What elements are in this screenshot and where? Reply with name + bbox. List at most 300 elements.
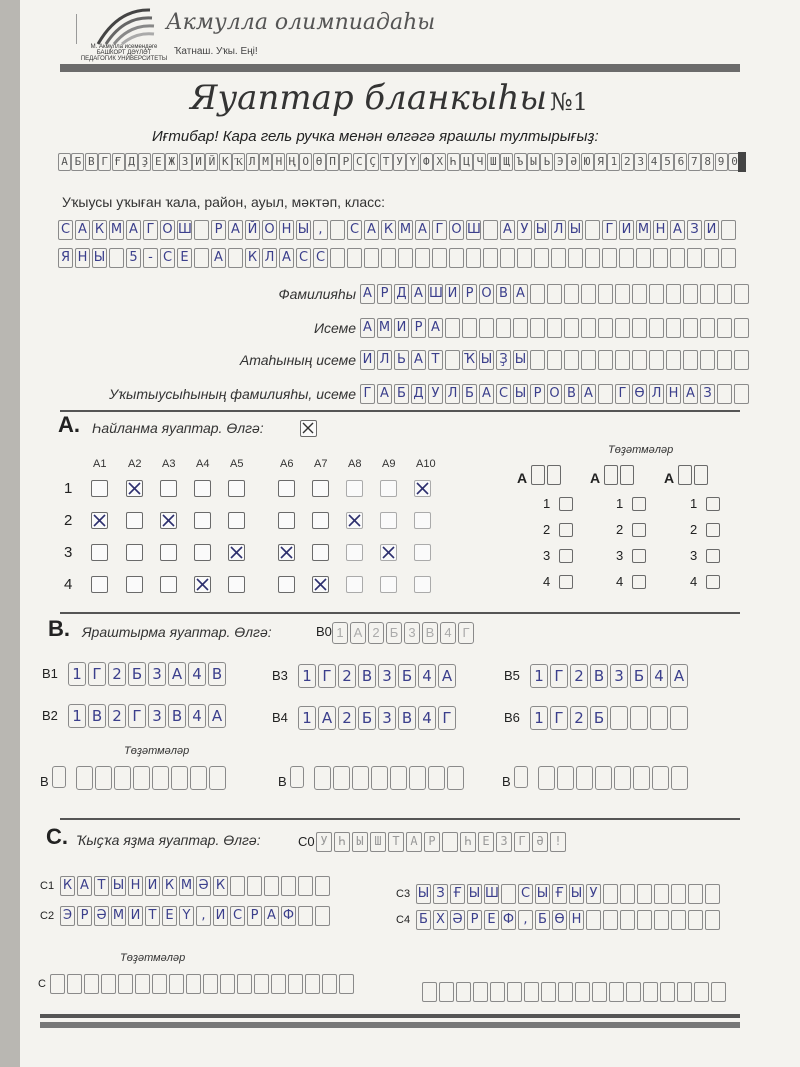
c-answer-cell[interactable]: Ә	[450, 910, 465, 930]
field-value-cell[interactable]: Ҙ	[496, 350, 511, 370]
b-answer-cell[interactable]: 2	[108, 704, 126, 728]
b-answer-cell[interactable]: В	[358, 664, 376, 688]
correction-cell[interactable]	[209, 766, 226, 790]
field-value-cell[interactable]	[649, 318, 664, 338]
c-answer-cell[interactable]	[688, 910, 703, 930]
answer-checkbox[interactable]	[126, 544, 143, 561]
location-line-1-cell[interactable]: И	[704, 220, 719, 240]
field-value-cell[interactable]	[445, 350, 460, 370]
location-line-1-cell[interactable]: Г	[602, 220, 617, 240]
location-line-1-cell[interactable]: С	[58, 220, 73, 240]
c-answer-cell[interactable]: Ә	[196, 876, 211, 896]
b-answer-cell[interactable]: Г	[318, 664, 336, 688]
c-answer-cell[interactable]: Б	[535, 910, 550, 930]
location-line-1-cell[interactable]: О	[160, 220, 175, 240]
field-value-cell[interactable]: Д	[394, 284, 409, 304]
c-answer-cell[interactable]	[654, 884, 669, 904]
location-line-1-cell[interactable]: Р	[211, 220, 226, 240]
location-line-2-cell[interactable]	[534, 248, 549, 268]
correction-cell[interactable]	[135, 974, 150, 994]
correction-cell[interactable]	[428, 766, 445, 790]
c-answer-cell[interactable]: Ы	[467, 884, 482, 904]
b-answer-cell[interactable]: 1	[68, 704, 86, 728]
correction-cell[interactable]	[352, 766, 369, 790]
b-answer-cell[interactable]: 3	[378, 664, 396, 688]
field-value-cell[interactable]	[564, 350, 579, 370]
b-answer-cell[interactable]: 1	[530, 706, 548, 730]
correction-cell[interactable]	[711, 982, 726, 1002]
field-value-cell[interactable]	[615, 350, 630, 370]
field-value-cell[interactable]: О	[547, 384, 562, 404]
b-answer-cell[interactable]: А	[168, 662, 186, 686]
c-answer-cell[interactable]: Ө	[552, 910, 567, 930]
field-value-cell[interactable]: А	[513, 284, 528, 304]
location-line-2-cell[interactable]: 5	[126, 248, 141, 268]
correction-cell[interactable]	[101, 974, 116, 994]
field-value-cell[interactable]: Ы	[513, 384, 528, 404]
c-answer-cell[interactable]: М	[179, 876, 194, 896]
b-answer-cell[interactable]	[650, 706, 668, 730]
c-answer-cell[interactable]: К	[162, 876, 177, 896]
c-answer-cell[interactable]: Ғ	[552, 884, 567, 904]
b-answer-cell[interactable]: А	[208, 704, 226, 728]
location-line-1-cell[interactable]: А	[364, 220, 379, 240]
field-value-cell[interactable]: И	[445, 284, 460, 304]
location-line-1-cell[interactable]: А	[500, 220, 515, 240]
field-value-cell[interactable]	[666, 350, 681, 370]
c-answer-cell[interactable]: А	[264, 906, 279, 926]
c-answer-cell[interactable]	[671, 910, 686, 930]
location-line-2-cell[interactable]	[364, 248, 379, 268]
answer-checkbox[interactable]	[312, 512, 329, 529]
correction-cell[interactable]	[271, 974, 286, 994]
correction-cell[interactable]	[305, 974, 320, 994]
correction-cell[interactable]	[52, 766, 66, 788]
location-line-2-cell[interactable]	[415, 248, 430, 268]
correction-checkbox[interactable]	[632, 549, 646, 563]
location-line-2-cell[interactable]: Н	[75, 248, 90, 268]
b-answer-cell[interactable]: А	[670, 664, 688, 688]
field-value-cell[interactable]	[632, 284, 647, 304]
c-answer-cell[interactable]	[501, 884, 516, 904]
field-value-cell[interactable]	[700, 350, 715, 370]
location-line-2-cell[interactable]	[194, 248, 209, 268]
correction-checkbox[interactable]	[559, 523, 573, 537]
correction-cell[interactable]	[614, 766, 631, 790]
location-line-1-cell[interactable]	[585, 220, 600, 240]
field-value-cell[interactable]: Ы	[479, 350, 494, 370]
b-answer-cell[interactable]: 1	[298, 664, 316, 688]
location-line-1-cell[interactable]: М	[636, 220, 651, 240]
c-answer-cell[interactable]	[603, 884, 618, 904]
field-value-cell[interactable]: Р	[462, 284, 477, 304]
location-line-1-cell[interactable]	[330, 220, 345, 240]
correction-col-box[interactable]	[547, 465, 561, 485]
answer-checkbox[interactable]	[346, 512, 363, 529]
c-answer-cell[interactable]: Т	[94, 876, 109, 896]
b-answer-cell[interactable]	[630, 706, 648, 730]
c-answer-cell[interactable]: ,	[196, 906, 211, 926]
b-answer-cell[interactable]: Б	[398, 664, 416, 688]
correction-cell[interactable]	[490, 982, 505, 1002]
location-line-2-cell[interactable]	[109, 248, 124, 268]
location-line-1-cell[interactable]: Ы	[534, 220, 549, 240]
location-line-2-cell[interactable]: Е	[177, 248, 192, 268]
correction-cell[interactable]	[592, 982, 607, 1002]
field-value-cell[interactable]: А	[360, 284, 375, 304]
correction-cell[interactable]	[538, 766, 555, 790]
field-value-cell[interactable]: Ь	[394, 350, 409, 370]
c-answer-cell[interactable]: Ф	[501, 910, 516, 930]
field-value-cell[interactable]	[717, 284, 732, 304]
location-line-1-cell[interactable]: А	[75, 220, 90, 240]
location-line-2-cell[interactable]	[619, 248, 634, 268]
correction-cell[interactable]	[609, 982, 624, 1002]
location-line-1-cell[interactable]: А	[415, 220, 430, 240]
answer-checkbox[interactable]	[91, 512, 108, 529]
correction-cell[interactable]	[514, 766, 528, 788]
c-answer-cell[interactable]: М	[111, 906, 126, 926]
field-value-cell[interactable]	[632, 350, 647, 370]
location-line-2-cell[interactable]	[636, 248, 651, 268]
correction-col-box[interactable]	[604, 465, 618, 485]
field-value-cell[interactable]	[734, 318, 749, 338]
field-value-cell[interactable]	[547, 284, 562, 304]
c-answer-cell[interactable]	[671, 884, 686, 904]
c-answer-cell[interactable]	[654, 910, 669, 930]
answer-checkbox[interactable]	[312, 544, 329, 561]
b-answer-cell[interactable]: 4	[188, 662, 206, 686]
field-value-cell[interactable]: Ҡ	[462, 350, 477, 370]
field-value-cell[interactable]	[649, 350, 664, 370]
correction-cell[interactable]	[220, 974, 235, 994]
field-value-cell[interactable]	[547, 318, 562, 338]
location-line-1-cell[interactable]: К	[381, 220, 396, 240]
field-value-cell[interactable]: И	[394, 318, 409, 338]
location-line-1-cell[interactable]: Л	[551, 220, 566, 240]
field-value-cell[interactable]: Г	[615, 384, 630, 404]
location-line-1-cell[interactable]: А	[126, 220, 141, 240]
location-line-2-cell[interactable]	[381, 248, 396, 268]
b-answer-cell[interactable]: 2	[570, 664, 588, 688]
b-answer-cell[interactable]	[670, 706, 688, 730]
answer-checkbox[interactable]	[278, 480, 295, 497]
field-value-cell[interactable]: В	[496, 284, 511, 304]
c-answer-cell[interactable]	[705, 884, 720, 904]
field-value-cell[interactable]	[649, 284, 664, 304]
b-answer-cell[interactable]: Г	[550, 664, 568, 688]
field-value-cell[interactable]: Л	[377, 350, 392, 370]
field-value-cell[interactable]: З	[700, 384, 715, 404]
field-value-cell[interactable]: А	[411, 284, 426, 304]
location-line-1-cell[interactable]: Н	[279, 220, 294, 240]
correction-cell[interactable]	[114, 766, 131, 790]
answer-checkbox[interactable]	[194, 512, 211, 529]
location-line-1-cell[interactable]: ,	[313, 220, 328, 240]
b-answer-cell[interactable]: В	[168, 704, 186, 728]
location-line-1-cell[interactable]	[194, 220, 209, 240]
correction-cell[interactable]	[473, 982, 488, 1002]
correction-cell[interactable]	[95, 766, 112, 790]
c-answer-cell[interactable]: Ы	[535, 884, 550, 904]
field-value-cell[interactable]	[666, 318, 681, 338]
field-value-cell[interactable]: А	[360, 318, 375, 338]
field-value-cell[interactable]	[530, 350, 545, 370]
location-line-1-cell[interactable]: З	[687, 220, 702, 240]
location-line-2-cell[interactable]: К	[245, 248, 260, 268]
c-answer-cell[interactable]: Ш	[484, 884, 499, 904]
answer-checkbox[interactable]	[91, 544, 108, 561]
correction-cell[interactable]	[152, 766, 169, 790]
field-value-cell[interactable]: Д	[411, 384, 426, 404]
field-value-cell[interactable]: И	[360, 350, 375, 370]
location-line-2-cell[interactable]	[517, 248, 532, 268]
c-answer-cell[interactable]: Ә	[94, 906, 109, 926]
correction-cell[interactable]	[633, 766, 650, 790]
field-value-cell[interactable]	[564, 318, 579, 338]
c-answer-cell[interactable]	[637, 910, 652, 930]
field-value-cell[interactable]	[530, 318, 545, 338]
field-value-cell[interactable]	[700, 284, 715, 304]
correction-cell[interactable]	[541, 982, 556, 1002]
correction-cell[interactable]	[67, 974, 82, 994]
location-line-2-cell[interactable]	[551, 248, 566, 268]
c-answer-cell[interactable]	[298, 906, 313, 926]
location-line-2-cell[interactable]	[228, 248, 243, 268]
location-line-1-cell[interactable]: О	[262, 220, 277, 240]
correction-cell[interactable]	[171, 766, 188, 790]
answer-checkbox[interactable]	[278, 512, 295, 529]
location-line-2-cell[interactable]: С	[296, 248, 311, 268]
correction-cell[interactable]	[671, 766, 688, 790]
c-answer-cell[interactable]: Ы	[416, 884, 431, 904]
field-value-cell[interactable]: А	[377, 384, 392, 404]
c-answer-cell[interactable]: З	[433, 884, 448, 904]
field-value-cell[interactable]	[445, 318, 460, 338]
c-answer-cell[interactable]: И	[145, 876, 160, 896]
c-answer-cell[interactable]	[315, 876, 330, 896]
answer-checkbox[interactable]	[414, 544, 431, 561]
field-value-cell[interactable]: Т	[428, 350, 443, 370]
correction-cell[interactable]	[660, 982, 675, 1002]
location-line-1-cell[interactable]: Ы	[296, 220, 311, 240]
c-answer-cell[interactable]: Ы	[111, 876, 126, 896]
correction-col-box[interactable]	[694, 465, 708, 485]
answer-checkbox[interactable]	[414, 576, 431, 593]
correction-col-box[interactable]	[678, 465, 692, 485]
correction-cell[interactable]	[290, 766, 304, 788]
field-value-cell[interactable]: А	[581, 384, 596, 404]
location-line-1-cell[interactable]: Г	[432, 220, 447, 240]
c-answer-cell[interactable]	[688, 884, 703, 904]
field-value-cell[interactable]: У	[428, 384, 443, 404]
location-line-2-cell[interactable]: -	[143, 248, 158, 268]
location-line-1-cell[interactable]: Й	[245, 220, 260, 240]
field-value-cell[interactable]	[717, 350, 732, 370]
location-line-2-cell[interactable]: Я	[58, 248, 73, 268]
b-answer-cell[interactable]: 2	[338, 664, 356, 688]
b-answer-cell[interactable]: Б	[590, 706, 608, 730]
field-value-cell[interactable]	[598, 350, 613, 370]
c-answer-cell[interactable]: Т	[145, 906, 160, 926]
correction-cell[interactable]	[254, 974, 269, 994]
b-answer-cell[interactable]: Г	[88, 662, 106, 686]
location-line-2-cell[interactable]: С	[313, 248, 328, 268]
field-value-cell[interactable]	[683, 318, 698, 338]
location-line-1-cell[interactable]: О	[449, 220, 464, 240]
field-value-cell[interactable]: Л	[445, 384, 460, 404]
correction-cell[interactable]	[409, 766, 426, 790]
b-answer-cell[interactable]: Б	[128, 662, 146, 686]
field-value-cell[interactable]: А	[428, 318, 443, 338]
field-value-cell[interactable]: С	[496, 384, 511, 404]
correction-cell[interactable]	[456, 982, 471, 1002]
b-answer-cell[interactable]: Г	[438, 706, 456, 730]
c-answer-cell[interactable]: С	[230, 906, 245, 926]
field-value-cell[interactable]	[513, 318, 528, 338]
correction-cell[interactable]	[677, 982, 692, 1002]
location-line-2-cell[interactable]	[687, 248, 702, 268]
field-value-cell[interactable]	[683, 350, 698, 370]
answer-checkbox[interactable]	[126, 512, 143, 529]
field-value-cell[interactable]: М	[377, 318, 392, 338]
field-value-cell[interactable]	[615, 284, 630, 304]
b-answer-cell[interactable]: 4	[188, 704, 206, 728]
correction-cell[interactable]	[186, 974, 201, 994]
correction-cell[interactable]	[439, 982, 454, 1002]
answer-checkbox[interactable]	[228, 512, 245, 529]
correction-cell[interactable]	[557, 766, 574, 790]
answer-checkbox[interactable]	[312, 576, 329, 593]
field-value-cell[interactable]	[581, 284, 596, 304]
c-answer-cell[interactable]: Н	[128, 876, 143, 896]
correction-cell[interactable]	[169, 974, 184, 994]
correction-cell[interactable]	[76, 766, 93, 790]
answer-checkbox[interactable]	[228, 544, 245, 561]
correction-cell[interactable]	[339, 974, 354, 994]
location-line-2-cell[interactable]: Л	[262, 248, 277, 268]
b-answer-cell[interactable]: 1	[68, 662, 86, 686]
answer-checkbox[interactable]	[380, 512, 397, 529]
location-line-1-cell[interactable]: Ш	[177, 220, 192, 240]
answer-checkbox[interactable]	[346, 544, 363, 561]
field-value-cell[interactable]	[717, 318, 732, 338]
location-line-2-cell[interactable]: Ы	[92, 248, 107, 268]
correction-cell[interactable]	[133, 766, 150, 790]
field-value-cell[interactable]: Л	[649, 384, 664, 404]
correction-cell[interactable]	[314, 766, 331, 790]
correction-cell[interactable]	[84, 974, 99, 994]
location-line-1-cell[interactable]: И	[619, 220, 634, 240]
c-answer-cell[interactable]	[603, 910, 618, 930]
field-value-cell[interactable]	[632, 318, 647, 338]
location-line-2-cell[interactable]	[704, 248, 719, 268]
answer-checkbox[interactable]	[346, 480, 363, 497]
c-answer-cell[interactable]	[298, 876, 313, 896]
b-answer-cell[interactable]: 2	[338, 706, 356, 730]
correction-checkbox[interactable]	[559, 497, 573, 511]
correction-cell[interactable]	[152, 974, 167, 994]
location-line-1-cell[interactable]: Ш	[466, 220, 481, 240]
correction-cell[interactable]	[652, 766, 669, 790]
field-value-cell[interactable]: Р	[377, 284, 392, 304]
field-value-cell[interactable]: Р	[411, 318, 426, 338]
b-answer-cell[interactable]: В	[208, 662, 226, 686]
location-line-1-cell[interactable]: У	[517, 220, 532, 240]
c-answer-cell[interactable]: Э	[60, 906, 75, 926]
answer-checkbox[interactable]	[414, 512, 431, 529]
correction-cell[interactable]	[524, 982, 539, 1002]
field-value-cell[interactable]	[496, 318, 511, 338]
answer-checkbox[interactable]	[126, 480, 143, 497]
b-answer-cell[interactable]: 2	[570, 706, 588, 730]
correction-cell[interactable]	[237, 974, 252, 994]
field-value-cell[interactable]	[462, 318, 477, 338]
field-value-cell[interactable]: В	[564, 384, 579, 404]
answer-checkbox[interactable]	[91, 576, 108, 593]
location-line-1-cell[interactable]	[483, 220, 498, 240]
c-answer-cell[interactable]	[247, 876, 262, 896]
location-line-2-cell[interactable]	[670, 248, 685, 268]
location-line-1-cell[interactable]: Г	[143, 220, 158, 240]
field-value-cell[interactable]	[666, 284, 681, 304]
answer-checkbox[interactable]	[414, 480, 431, 497]
location-line-1-cell[interactable]: А	[228, 220, 243, 240]
field-value-cell[interactable]: Р	[530, 384, 545, 404]
field-value-cell[interactable]	[581, 350, 596, 370]
location-line-2-cell[interactable]	[483, 248, 498, 268]
c-answer-cell[interactable]	[620, 884, 635, 904]
c-answer-cell[interactable]	[264, 876, 279, 896]
location-line-1-cell[interactable]: М	[109, 220, 124, 240]
correction-cell[interactable]	[422, 982, 437, 1002]
answer-checkbox[interactable]	[228, 576, 245, 593]
c-answer-cell[interactable]: Б	[416, 910, 431, 930]
answer-checkbox[interactable]	[380, 544, 397, 561]
correction-checkbox[interactable]	[632, 497, 646, 511]
location-line-2-cell[interactable]	[602, 248, 617, 268]
correction-checkbox[interactable]	[706, 549, 720, 563]
field-value-cell[interactable]	[547, 350, 562, 370]
correction-checkbox[interactable]	[632, 523, 646, 537]
correction-cell[interactable]	[447, 766, 464, 790]
correction-checkbox[interactable]	[706, 523, 720, 537]
correction-cell[interactable]	[575, 982, 590, 1002]
location-line-1-cell[interactable]	[721, 220, 736, 240]
correction-cell[interactable]	[50, 974, 65, 994]
location-line-2-cell[interactable]	[585, 248, 600, 268]
answer-checkbox[interactable]	[160, 544, 177, 561]
field-value-cell[interactable]	[598, 318, 613, 338]
answer-checkbox[interactable]	[278, 544, 295, 561]
b-answer-cell[interactable]: А	[438, 664, 456, 688]
c-answer-cell[interactable]: Р	[467, 910, 482, 930]
field-value-cell[interactable]	[598, 284, 613, 304]
location-line-2-cell[interactable]	[721, 248, 736, 268]
field-value-cell[interactable]: Ы	[513, 350, 528, 370]
field-value-cell[interactable]	[683, 284, 698, 304]
b-answer-cell[interactable]: 3	[148, 662, 166, 686]
b-answer-cell[interactable]: В	[88, 704, 106, 728]
location-line-1-cell[interactable]: К	[92, 220, 107, 240]
c-answer-cell[interactable]: И	[128, 906, 143, 926]
field-value-cell[interactable]: О	[479, 284, 494, 304]
b-answer-cell[interactable]: Г	[128, 704, 146, 728]
b-answer-cell[interactable]: 3	[378, 706, 396, 730]
answer-checkbox[interactable]	[160, 512, 177, 529]
c-answer-cell[interactable]: Ф	[281, 906, 296, 926]
field-value-cell[interactable]	[581, 318, 596, 338]
